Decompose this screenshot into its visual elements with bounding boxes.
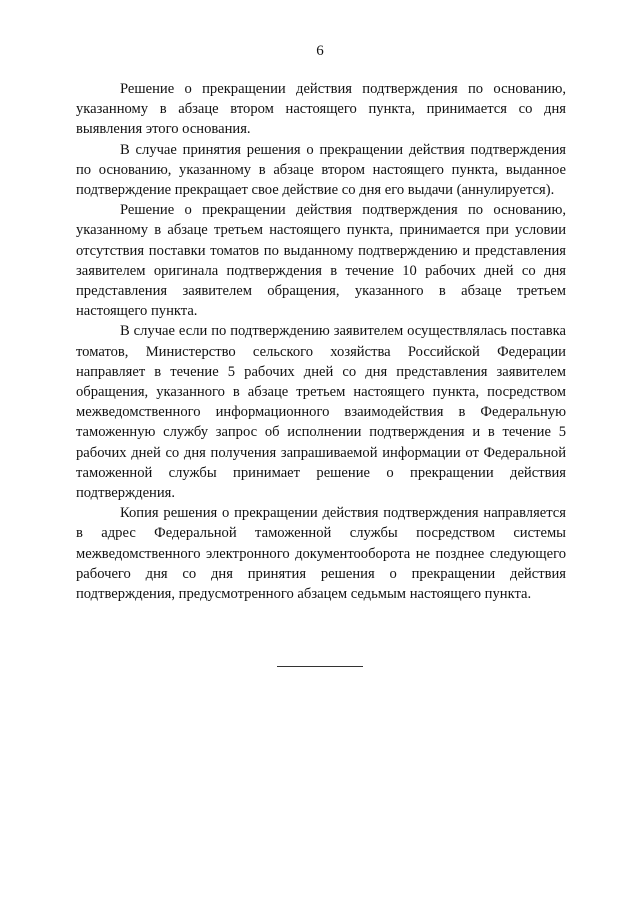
paragraph-customs-request: В случае если по подтверждению заявителем осуществлялась поставка томатов, Министерство сельского хозяйства Российской Федерации направляет в течение 5 рабочих дней со дня представления заявителем обращения, указанного в абзаце третьем настоящего пункта, посредством межведомственного информационного взаимодействия в Федеральную таможенную службу запрос об исполнении подтверждения и в течение 5 рабочих дней со дня получения запрашиваемой информации от Федеральной таможенной службы принимает решение о прекращении действия подтверждения. <box>76 323 566 502</box>
paragraph-termination-third-clause: Решение о прекращении действия подтверждения по основанию, указанному в абзаце третьем настоящего пункта, принимается при условии отсутствия поставки томатов по выданному подтверждению и представления заявителем оригинала подтверждения в течение 10 рабочих дней со дня представления заявителем обращения, указанного в абзаце третьем настоящего пункта. <box>76 202 566 320</box>
paragraph-decision-copy: Копия решения о прекращении действия подтверждения направляется в адрес Федеральной таможенной службы посредством системы межведомственного электронного документооборота не позднее следующего рабочего дня со дня принятия решения о прекращении действия подтверждения, предусмотренного абзацем седьмым настоящего пункта. <box>76 505 566 603</box>
document-body <box>76 79 566 604</box>
paragraph-annulment: В случае принятия решения о прекращении действия подтверждения по основанию, указанному в абзаце втором настоящего пункта, выданное подтверждение прекращает свое действие со дня его выдачи (аннулируется). <box>76 141 566 199</box>
page-number: 6 <box>316 43 324 59</box>
end-of-text-rule <box>277 666 363 667</box>
paragraph-termination-second-clause: Решение о прекращении действия подтверждения по основанию, указанному в абзаце втором настоящего пункта, принимается со дня выявления этого основания. <box>76 81 566 138</box>
